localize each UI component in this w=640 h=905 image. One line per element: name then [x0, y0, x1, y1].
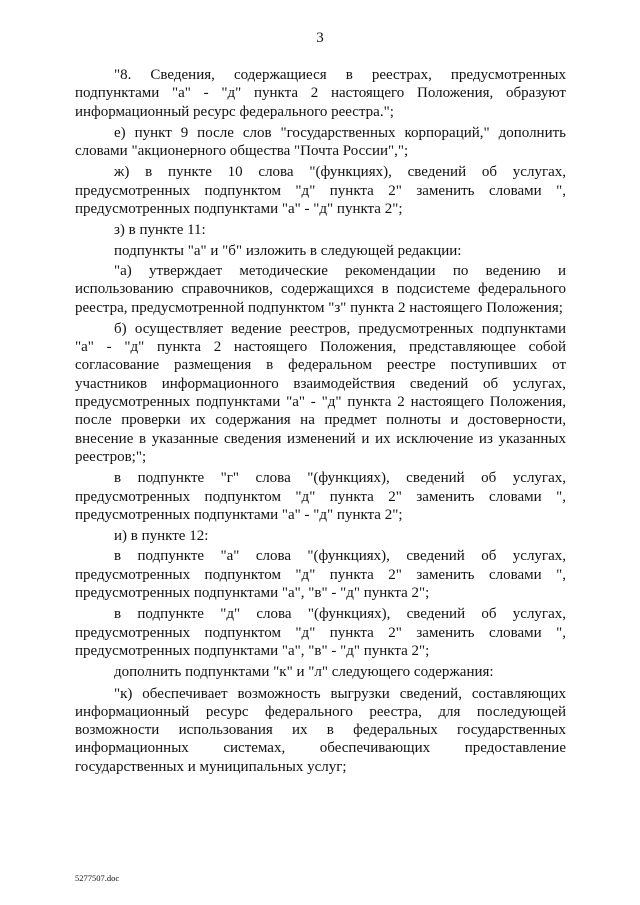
paragraph-subpoints-intro: подпункты "а" и "б" изложить в следующей редакции:: [114, 242, 462, 259]
document-body: [75, 66, 566, 779]
paragraph-i-a: в подпункте "а" слова "(функциях), сведений об услугах, предусмотренных подпунктом "д" пункта 2" заменить словами ", предусмотренных подпунктами "а", "в" - "д" пункта 2";: [75, 548, 566, 602]
document-id: 5277507.doc: [75, 873, 120, 883]
paragraph-e: е) пункт 9 после слов "государственных корпораций," дополнить словами "акционерного общества "Почта России",";: [75, 124, 566, 160]
paragraph-a: "а) утверждает методические рекомендации по ведению и использованию справочников, содержащихся в подсистеме федерального реестра, предусмотренной подпунктом "з" пункта 2 настоящего Положения;: [75, 262, 566, 316]
paragraph-z: з) в пункте 11:: [114, 222, 206, 239]
paragraph-8: "8. Сведения, содержащиеся в реестрах, предусмотренных подпунктами "а" - "д" пункта 2 настоящего Положения, образуют информационный ресурс федерального реестра.";: [75, 67, 566, 120]
paragraph-add: дополнить подпунктами "к" и "л" следующего содержания:: [114, 664, 494, 681]
paragraph-g: в подпункте "г" слова "(функциях), сведений об услугах, предусмотренных подпунктом "д" пункта 2" заменить словами ", предусмотренных подпунктами "а" - "д" пункта 2";: [75, 470, 566, 523]
paragraph-zh: ж) в пункте 10 слова "(функциях), сведений об услугах, предусмотренных подпунктом "д" пункта 2" заменить словами ", предусмотренных подпунктами "а" - "д" пункта 2";: [75, 164, 566, 218]
page-number: 3: [316, 30, 324, 46]
paragraph-i-d: в подпункте "д" слова "(функциях), сведений об услугах, предусмотренных подпунктом "д" пункта 2" заменить словами ", предусмотренных подпунктами "а", "в" - "д" пункта 2";: [75, 606, 566, 659]
paragraph-i: и) в пункте 12:: [114, 528, 209, 545]
paragraph-k: "к) обеспечивает возможность выгрузки сведений, составляющих информационный ресурс федерального реестра, для последующей возможности использования их в федеральных государственных информационных системах, обеспечивающих предоставление государственных и муниципальных услуг;: [75, 685, 566, 775]
paragraph-b: б) осуществляет ведение реестров, предусмотренных подпунктами "а" - "д" пункта 2 настоящего Положения, представляющее собой согласование размещения в федеральном реестре поступивших от участников информационного взаимодействия сведений об услугах, предусмотренных подпунктами "а" - "д" пункта 2 настоящего Положения, после проверки их содержания на предмет полноты и достоверности, внесение в указанные сведения изменений и их исключение из указанных реестров;";: [75, 320, 566, 465]
